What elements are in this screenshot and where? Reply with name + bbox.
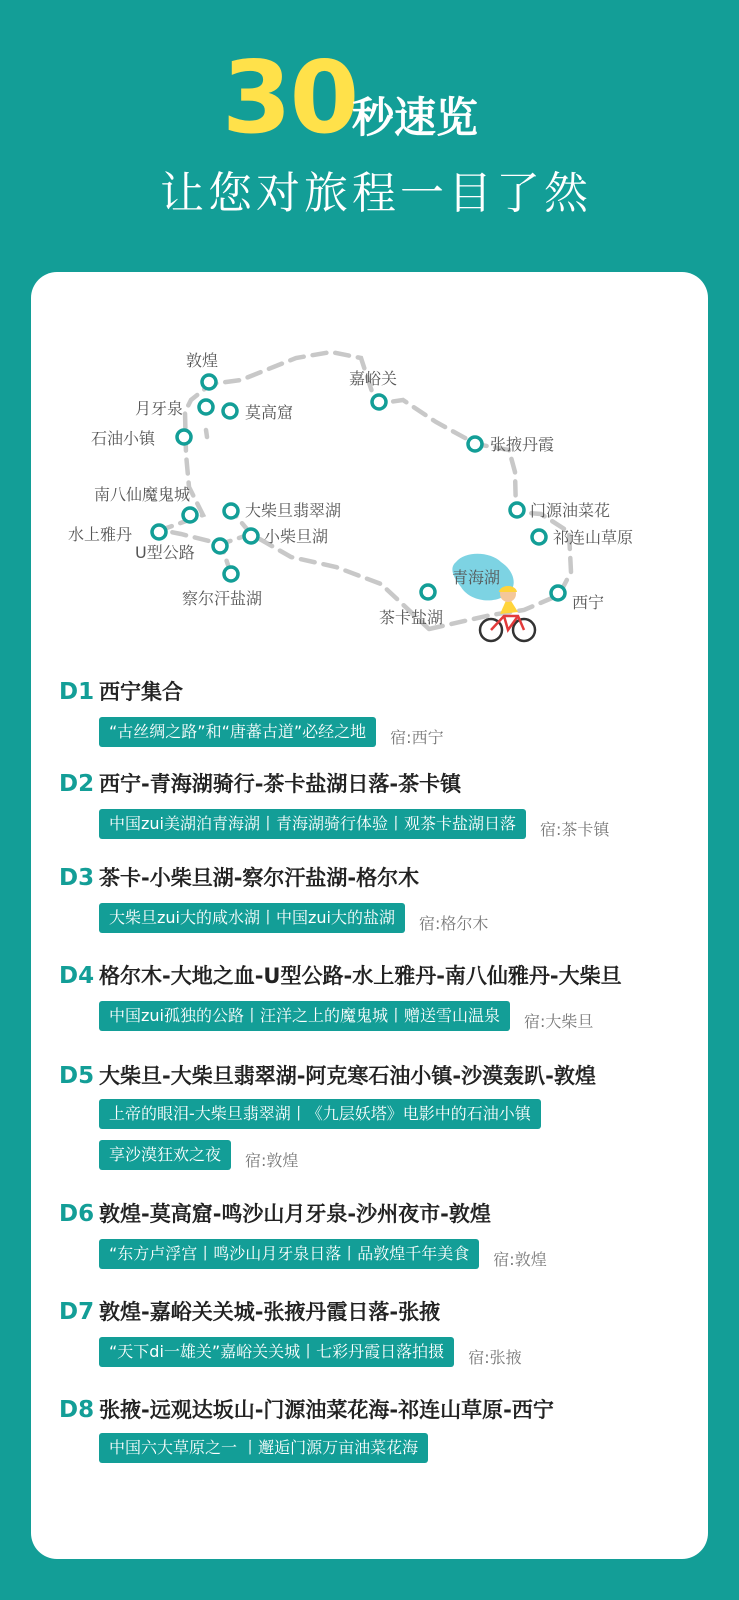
map-marker — [213, 539, 227, 553]
day-code: D5 — [59, 1063, 95, 1089]
map-label: 大柴旦翡翠湖 — [245, 501, 342, 520]
day-code: D7 — [59, 1299, 95, 1325]
map-marker — [244, 529, 258, 543]
highlight-pill: 大柴旦zui大的咸水湖丨中国zui大的盐湖 — [99, 903, 405, 933]
stay-location: 宿:格尔木 — [418, 914, 489, 933]
day-title: 张掖-远观达坂山-门源油菜花海-祁连山草原-西宁 — [99, 1398, 554, 1422]
day-highlight-row — [99, 1335, 522, 1368]
stay-location: 宿:敦煌 — [245, 1151, 299, 1170]
day-code: D3 — [59, 865, 95, 891]
day-title: 西宁集合 — [99, 680, 183, 704]
map-marker — [510, 503, 524, 517]
map-label: 门源油菜花 — [530, 501, 611, 520]
day-title: 敦煌-嘉峪关关城-张掖丹霞日落-张掖 — [99, 1300, 441, 1324]
highlight-pill: 中国zui孤独的公路丨汪洋之上的魔鬼城丨赠送雪山温泉 — [99, 1001, 510, 1031]
map-label: 水上雅丹 — [68, 525, 133, 544]
day-block — [59, 1296, 522, 1368]
day-highlight-row — [99, 1237, 547, 1270]
map-label: 察尔汗盐湖 — [182, 589, 263, 608]
map-marker — [183, 508, 197, 522]
highlight-pill: 享沙漠狂欢之夜 — [99, 1140, 231, 1170]
stay-location: 宿:茶卡镇 — [540, 820, 610, 839]
day-code: D2 — [59, 771, 95, 797]
highlight-pill: “古丝绸之路”和“唐蕃古道”必经之地 — [99, 717, 376, 747]
highlight-pill: “天下di一雄关”嘉峪关关城丨七彩丹霞日落拍摄 — [99, 1337, 454, 1367]
day-highlight-row — [99, 901, 488, 934]
day-title: 敦煌-莫高窟-鸣沙山月牙泉-沙州夜市-敦煌 — [99, 1202, 491, 1226]
day-heading — [59, 768, 609, 798]
day-block — [59, 676, 444, 748]
highlight-pill: 中国六大草原之一 丨邂逅门源万亩油菜花海 — [99, 1433, 428, 1463]
day-highlight-row — [99, 1433, 554, 1463]
day-title: 格尔木-大地之血-U型公路-水上雅丹-南八仙雅丹-大柴旦 — [99, 964, 622, 988]
map-label: 祁连山草原 — [553, 528, 634, 547]
day-code: D1 — [59, 679, 95, 705]
day-highlight-row — [99, 715, 444, 748]
stay-location: 宿:张掖 — [468, 1348, 522, 1367]
day-title: 茶卡-小柴旦湖-察尔汗盐湖-格尔木 — [99, 866, 420, 890]
day-block — [59, 768, 609, 840]
header-subtitle: 让您对旅程一目了然 — [160, 168, 592, 219]
map-label: 石油小镇 — [91, 429, 156, 448]
day-code: D8 — [59, 1397, 95, 1423]
map-marker — [421, 585, 435, 599]
map-marker — [551, 586, 565, 600]
day-title: 大柴旦-大柴旦翡翠湖-阿克寒石油小镇-沙漠轰趴-敦煌 — [99, 1064, 596, 1088]
header-title-suffix: 秒速览 — [352, 93, 479, 142]
map-label: 莫高窟 — [245, 403, 294, 422]
day-block — [59, 1060, 596, 1171]
map-label: 敦煌 — [186, 351, 219, 370]
day-block — [59, 862, 488, 934]
map-marker — [468, 437, 482, 451]
map-label: 嘉峪关 — [349, 369, 398, 388]
itinerary-card — [31, 272, 708, 1559]
day-highlight-row — [99, 807, 609, 840]
map-label: U型公路 — [135, 543, 195, 562]
map-label: 南八仙魔鬼城 — [94, 485, 191, 504]
day-heading — [59, 862, 488, 892]
day-heading — [59, 1060, 596, 1090]
day-heading — [59, 676, 444, 706]
highlight-pill: “东方卢浮宫丨鸣沙山月牙泉日落丨品敦煌千年美食 — [99, 1239, 479, 1269]
day-code: D6 — [59, 1201, 95, 1227]
map-label: 青海湖 — [452, 568, 501, 587]
day-title: 西宁-青海湖骑行-茶卡盐湖日落-茶卡镇 — [99, 772, 462, 796]
day-highlight-row — [99, 999, 622, 1032]
map-marker — [223, 404, 237, 418]
day-block — [59, 1198, 547, 1270]
map-marker — [372, 395, 386, 409]
map-marker — [152, 525, 166, 539]
route-map — [31, 272, 708, 672]
day-highlight-row — [99, 1138, 596, 1171]
day-heading — [59, 1296, 522, 1326]
day-heading — [59, 1394, 554, 1424]
day-code: D4 — [59, 963, 95, 989]
map-marker — [177, 430, 191, 444]
header-number: 30 — [222, 39, 358, 156]
map-label: 张掖丹霞 — [490, 435, 555, 454]
map-label: 小柴旦湖 — [264, 527, 329, 546]
day-highlight-row — [99, 1099, 596, 1129]
map-label: 茶卡盐湖 — [379, 608, 444, 627]
map-label: 月牙泉 — [135, 399, 184, 418]
stay-location: 宿:西宁 — [390, 728, 444, 747]
map-marker — [199, 400, 213, 414]
map-marker — [532, 530, 546, 544]
map-marker — [202, 375, 216, 389]
day-heading — [59, 960, 622, 990]
highlight-pill: 上帝的眼泪-大柴旦翡翠湖丨《九层妖塔》电影中的石油小镇 — [99, 1099, 541, 1129]
map-label: 西宁 — [572, 593, 605, 612]
stay-location: 宿:敦煌 — [493, 1250, 547, 1269]
highlight-pill: 中国zui美湖泊青海湖丨青海湖骑行体验丨观茶卡盐湖日落 — [99, 809, 526, 839]
map-marker — [224, 504, 238, 518]
map-marker — [224, 567, 238, 581]
day-heading — [59, 1198, 547, 1228]
day-block — [59, 1394, 554, 1463]
stay-location: 宿:大柴旦 — [524, 1012, 594, 1031]
day-block — [59, 960, 622, 1032]
